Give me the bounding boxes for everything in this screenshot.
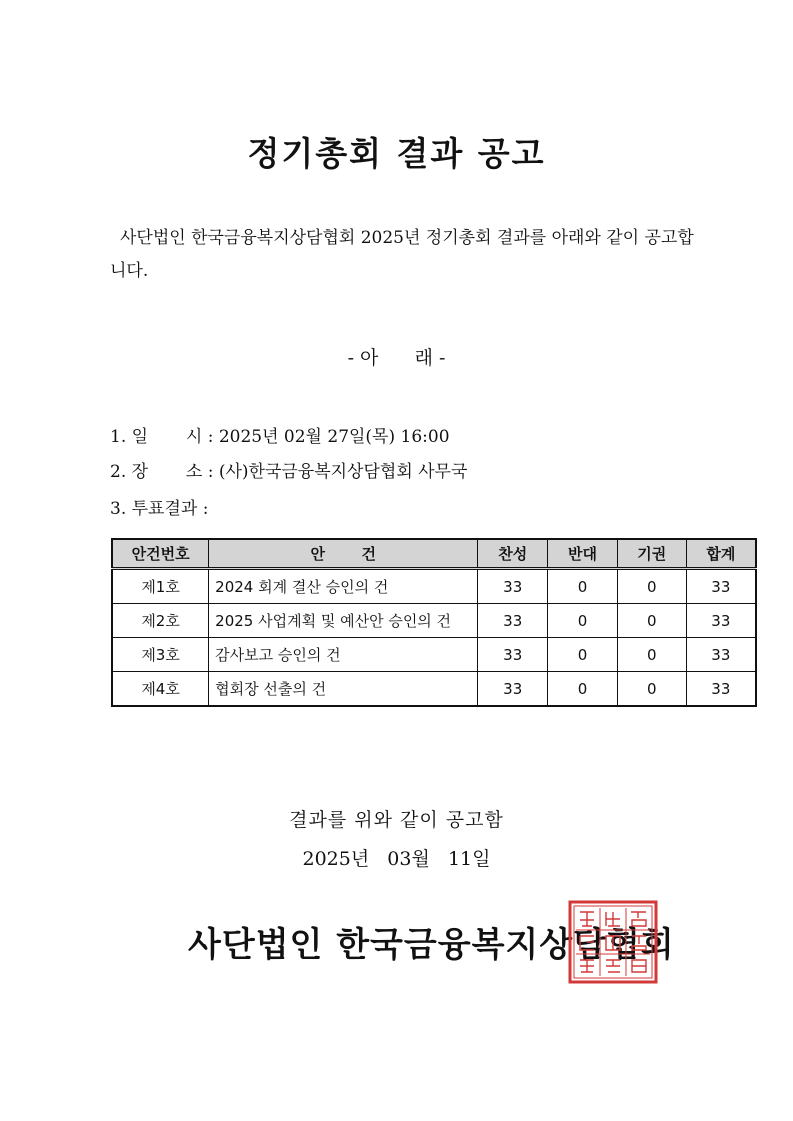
header-total: 합계 xyxy=(686,539,756,569)
item-location: 2. 장 소 : (사)한국금융복지상담협회 사무국 xyxy=(110,462,468,482)
cell-agenda-no: 제1호 xyxy=(112,569,209,604)
official-seal-icon xyxy=(568,900,658,984)
cell-no: 0 xyxy=(548,604,618,638)
cell-no: 0 xyxy=(548,638,618,672)
header-abstain: 기권 xyxy=(617,539,686,569)
cell-total: 33 xyxy=(686,638,756,672)
cell-agenda: 감사보고 승인의 건 xyxy=(209,638,478,672)
cell-total: 33 xyxy=(686,672,756,707)
cell-abstain: 0 xyxy=(617,569,686,604)
cell-yes: 33 xyxy=(478,638,548,672)
cell-agenda: 협회장 선출의 건 xyxy=(209,672,478,707)
cell-total: 33 xyxy=(686,604,756,638)
vote-results-table xyxy=(111,538,757,707)
cell-abstain: 0 xyxy=(617,604,686,638)
cell-agenda-no: 제3호 xyxy=(112,638,209,672)
notice-date: 2025년 03월 11일 xyxy=(302,848,491,870)
table-row xyxy=(112,672,756,707)
document-title: 정기총회 결과 공고 xyxy=(247,134,546,173)
closing-statement: 결과를 위와 같이 공고함 xyxy=(289,809,504,831)
cell-agenda-no: 제4호 xyxy=(112,672,209,707)
table-header-row xyxy=(112,539,756,569)
cell-agenda: 2024 회계 결산 승인의 건 xyxy=(209,569,478,604)
cell-yes: 33 xyxy=(478,604,548,638)
header-no: 반대 xyxy=(548,539,618,569)
table-row xyxy=(112,638,756,672)
header-agenda: 안 건 xyxy=(209,539,478,569)
cell-agenda: 2025 사업계획 및 예산안 승인의 건 xyxy=(209,604,478,638)
cell-yes: 33 xyxy=(478,569,548,604)
organization-name: 사단법인 한국금융복지상담협회 xyxy=(188,925,675,965)
item-vote-results: 3. 투표결과 : xyxy=(110,499,209,519)
cell-yes: 33 xyxy=(478,672,548,707)
cell-abstain: 0 xyxy=(617,672,686,707)
header-agenda-no: 안건번호 xyxy=(112,539,209,569)
cell-total: 33 xyxy=(686,569,756,604)
table-row xyxy=(112,569,756,604)
cell-agenda-no: 제2호 xyxy=(112,604,209,638)
item-datetime: 1. 일 시 : 2025년 02월 27일(목) 16:00 xyxy=(110,427,450,447)
header-yes: 찬성 xyxy=(478,539,548,569)
cell-no: 0 xyxy=(548,672,618,707)
cell-no: 0 xyxy=(548,569,618,604)
notice-heading: - 아 래 - xyxy=(347,347,446,369)
intro-paragraph: 사단법인 한국금융복지상담협회 2025년 정기총회 결과를 아래와 같이 공고합니다. xyxy=(110,228,694,281)
cell-abstain: 0 xyxy=(617,638,686,672)
table-row xyxy=(112,604,756,638)
